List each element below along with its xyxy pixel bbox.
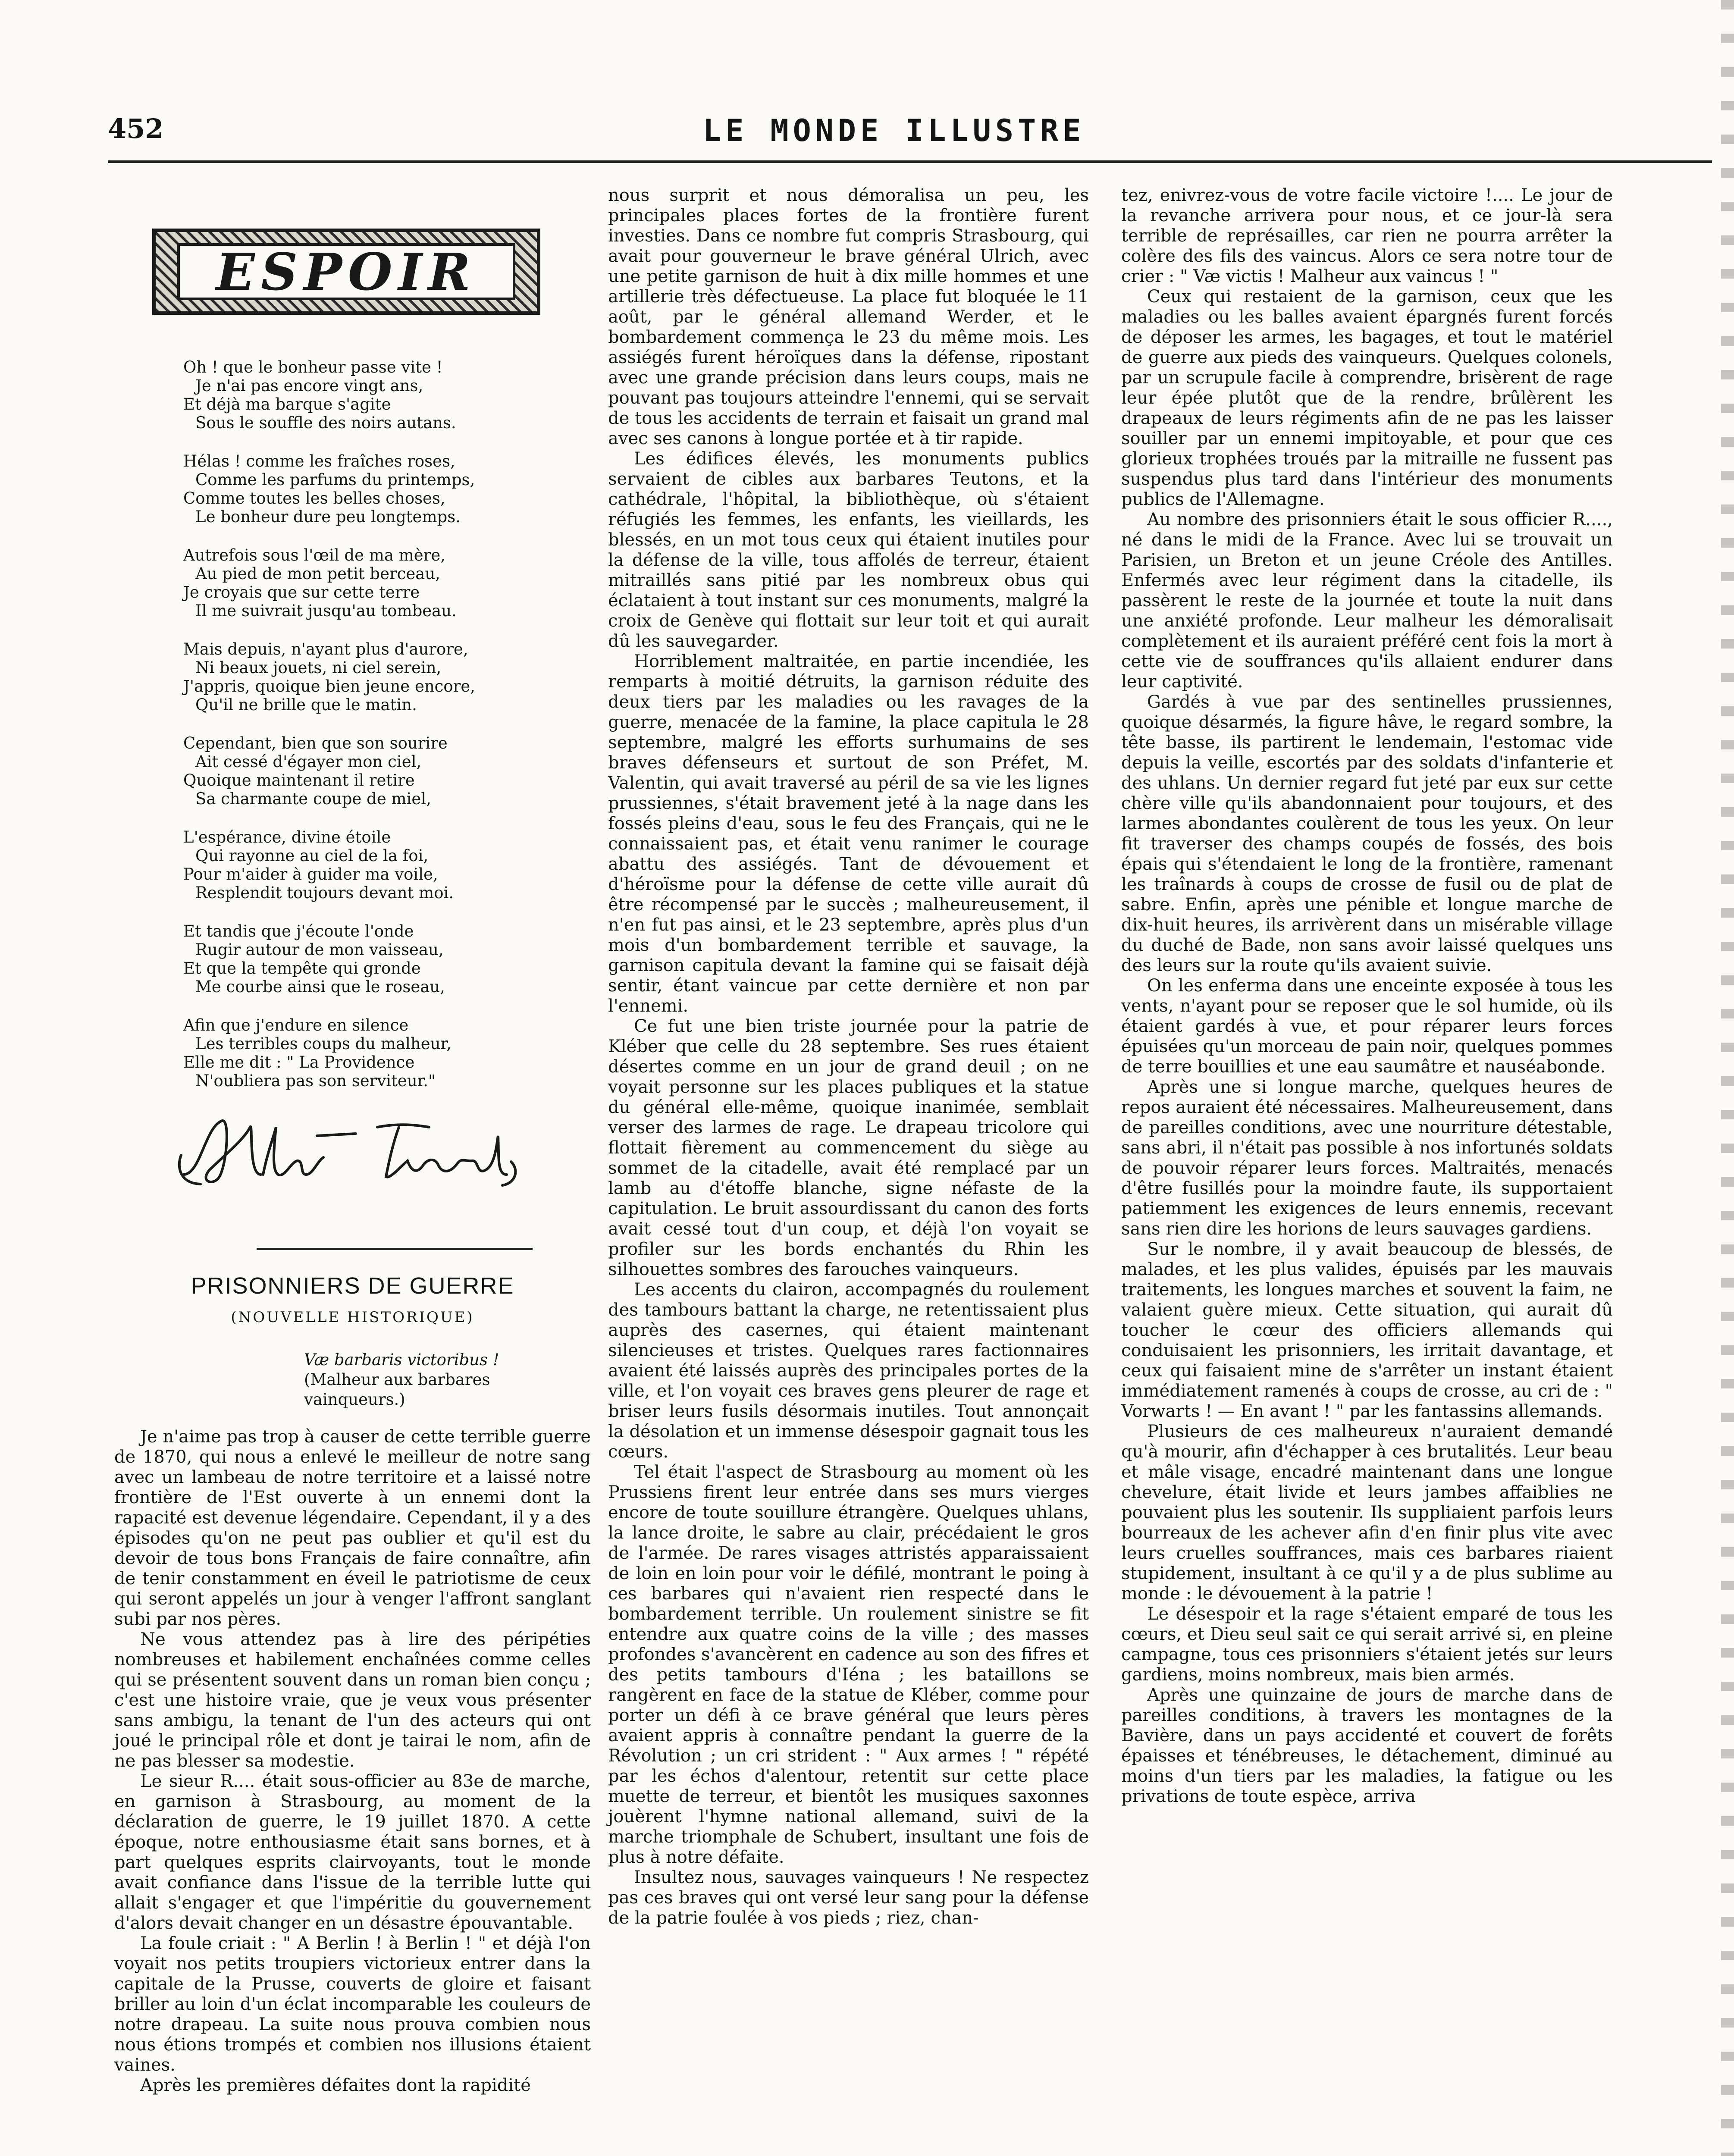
poem-verse: Comme toutes les belles choses, bbox=[183, 489, 445, 508]
poem-verse: Pour m'aider à guider ma voile, bbox=[183, 865, 438, 884]
poem-title: ESPOIR bbox=[216, 241, 477, 302]
poem-verse: Mais depuis, n'ayant plus d'aurore, bbox=[183, 640, 468, 658]
poem-verse: Qui rayonne au ciel de la foi, bbox=[195, 846, 429, 865]
story-column-2 bbox=[608, 185, 1089, 1928]
story-paragraph: Après les premières défaites dont la rapidité bbox=[140, 2075, 531, 2095]
poem-verse: Cependant, bien que son sourire bbox=[183, 734, 448, 752]
poem-signature bbox=[175, 1110, 528, 1188]
story-paragraph: Je n'aime pas trop à causer de cette terrible guerre de 1870, qui nous a enlevé le meilleur de notre sang avec un lambeau de notre territoire et a laissé notre frontière de l'Est ouverte à un ennemi dont la rapacité est devenue légendaire. Cependant, il y a des épisodes qu'on ne peut pas oublier et qu'il est du devoir de tous bons Français de faire connaître, afin de tenir constamment en éveil le patriotisme de ceux qui seront appelés un jour à venger l'affront sanglant subi par nos pères. bbox=[114, 1427, 591, 1629]
column-middle bbox=[608, 185, 1089, 1928]
poem-verse: Et que la tempête qui gronde bbox=[183, 959, 421, 978]
poem-verse: Quoique maintenant il retire bbox=[183, 771, 415, 790]
poem-verse: Ait cessé d'égayer mon ciel, bbox=[195, 752, 422, 771]
poem-verse: J'appris, quoique bien jeune encore, bbox=[183, 677, 476, 696]
story-paragraph: Au nombre des prisonniers était le sous officier R...., né dans le midi de la France. Avec lui se trouvait un Parisien, un Breton et un jeune Créole des Antilles. Enfermés avec leur régiment dans la citadelle, ils passèrent le reste de la journée et toute la nuit dans une anxiété profonde. Leur malheur les démoralisait complètement et ils auraient préféré cent fois la mort à cette vie de souffrances qu'ils allaient endurer dans leur captivité. bbox=[1121, 510, 1613, 692]
story-paragraph: Après une quinzaine de jours de marche dans de pareilles conditions, à travers les montagnes de la Bavière, dans un pays accidenté et couvert de forêts épaisses et ténébreuses, le détachement, diminué au moins d'un tiers par les maladies, la fatigue ou les privations de toute espèce, arriva bbox=[1121, 1685, 1613, 1806]
page-edge-marks bbox=[1721, 0, 1734, 2156]
poem-verse: Au pied de mon petit berceau, bbox=[195, 564, 440, 583]
epigraph-latin: Væ barbaris victoribus ! bbox=[304, 1351, 499, 1369]
header-rule bbox=[108, 160, 1712, 163]
poem-verse: Oh ! que le bonheur passe vite ! bbox=[183, 358, 443, 376]
poem-verse: Hélas ! comme les fraîches roses, bbox=[183, 452, 455, 470]
story-paragraph: On les enferma dans une enceinte exposée à tous les vents, n'ayant pour se reposer que le sol humide, où ils étaient gardés à vue, et pour réparer leurs forces épuisées qu'un morceau de pain noir, quelques pommes de terre bouillies et une eau saumâtre et nauséabonde. bbox=[1121, 976, 1613, 1077]
column-left bbox=[114, 185, 591, 2096]
story-paragraph: Le désespoir et la rage s'étaient emparé de tous les cœurs, et Dieu seul sait ce qui serait arrivé si, en pleine campagne, tous ces prisonniers s'étaient jetés sur leurs gardiens, moins nombreux, mais bien armés. bbox=[1121, 1604, 1613, 1685]
epigraph-french: (Malheur aux barbares vainqueurs.) bbox=[304, 1370, 490, 1409]
journal-title: LE MONDE ILLUSTRE bbox=[703, 113, 1085, 148]
story-paragraph: Horriblement maltraitée, en partie incendiée, les remparts à moitié détruits, la garnison réduite des deux tiers par les maladies ou les ravages de la guerre, menacée de la famine, la place capitula le 28 septembre, malgré les efforts surhumains de ses braves défenseurs et surtout de son Préfet, M. Valentin, qui avait traversé au péril de sa vie les lignes prussiennes, s'était bravement jeté à la nage dans les fossés pleins d'eau, sous le feu des Français, qui ne le connaissaient pas, et était venu ranimer le courage abattu des assiégés. Tant de dévouement et d'héroïsme pour la défense de cette ville aurait dû être récompensé par le succès ; malheureusement, il n'en fut pas ainsi, et le 23 septembre, après plus d'un mois d'un bombardement terrible et sauvage, la garnison capitula devant la famine qui se faisait déjà sentir, étant vaincue par cette dernière et non par l'ennemi. bbox=[608, 652, 1089, 1016]
poem-stanza bbox=[183, 452, 591, 526]
poem-stanza bbox=[183, 546, 591, 620]
poem-verse: Et tandis que j'écoute l'onde bbox=[183, 922, 414, 940]
poem-title-frame bbox=[177, 243, 515, 300]
poem-verse: Et déjà ma barque s'agite bbox=[183, 395, 391, 414]
story-paragraph: Plusieurs de ces malheureux n'auraient demandé qu'à mourir, afin d'échapper à ces brutalités. Leur beau et mâle visage, encadré maintenant dans une longue chevelure, était livide et leurs jambes affaiblies ne pouvaient plus les soutenir. Ils suppliaient parfois leurs bourreaux de les achever afin d'en finir plus vite avec leurs cruelles souffrances, mais ces barbares riaient stupidement, insultant à ce qu'il y a de plus sublime au monde : le dévouement à la patrie ! bbox=[1121, 1422, 1613, 1604]
poem-verse: Les terribles coups du malheur, bbox=[195, 1034, 452, 1053]
poem-verse: Autrefois sous l'œil de ma mère, bbox=[183, 546, 445, 564]
poem-verse: Rugir autour de mon vaisseau, bbox=[195, 940, 444, 959]
page-number: 452 bbox=[108, 113, 164, 144]
story-paragraph: Insultez nous, sauvages vainqueurs ! Ne respectez pas ces braves qui ont versé leur sang pour la défense de la patrie foulée à vos pieds ; riez, chan- bbox=[608, 1868, 1089, 1928]
story-paragraph: nous surprit et nous démoralisa un peu, les principales places fortes de la frontière furent investies. Dans ce nombre fut compris Strasbourg, qui avait pour gouverneur le brave général Ulrich, avec une petite garnison de huit à dix mille hommes et une artillerie très défectueuse. La place fut bloquée le 11 août, par le général allemand Werder, et le bombardement commença le 23 du même mois. Les assiégés furent héroïques dans la défense, ripostant avec une grande précision dans leurs coups, mais ne pouvant pas toujours atteindre l'ennemi, qui se servait de tous les accidents de terrain et faisait un grand mal avec ses canons à longue portée et à tir rapide. bbox=[608, 185, 1089, 448]
poem-stanza bbox=[183, 358, 591, 432]
poem-verse: Me courbe ainsi que le roseau, bbox=[195, 978, 445, 996]
story-paragraph: Les édifices élevés, les monuments publics servaient de cibles aux barbares Teutons, et la cathédrale, l'hôpital, la bibliothèque, où s'étaient réfugiés les femmes, les enfants, les vieillards, les blessés, en un mot tous ceux qui étaient inutiles pour la défense de la ville, tous affolés de terreur, étaient mitraillés sans pitié par les nombreux obus qui éclataient à tout instant sur ces monuments, malgré la croix de Genève qui flottait sur leur toit et qui aurait dû les sauvegarder. bbox=[608, 449, 1089, 651]
poem-verse: Afin que j'endure en silence bbox=[183, 1016, 409, 1034]
story-paragraph: Sur le nombre, il y avait beaucoup de blessés, de malades, et les plus valides, épuisés par les mauvais traitements, les longues marches et souvent la faim, ne valaient guère mieux. Cette situation, qui aurait dû toucher le cœur des officiers allemands qui conduisaient les prisonniers, les irritait davantage, et ceux qui faisaient mine de s'arrêter un instant étaient immédiatement ramenés à coups de crosse, au cri de : " Vorwarts ! — En avant ! " par les fantassins allemands. bbox=[1121, 1239, 1613, 1421]
story-paragraph: tez, enivrez-vous de votre facile victoire !.... Le jour de la revanche arrivera pour nous, et ce jour-là sera terrible de représailles, car rien ne pourra arrêter la colère des fils des vaincus. Alors ce sera notre tour de crier : " Væ victis ! Malheur aux vaincus ! " bbox=[1121, 185, 1613, 286]
poem-stanza bbox=[183, 922, 591, 996]
story-paragraph: Ce fut une bien triste journée pour la patrie de Kléber que celle du 28 septembre. Ses rues étaient désertes comme en un jour de grand deuil ; on ne voyait personne sur les places publiques et la statue du général elle-même, quoique inanimée, semblait verser des larmes de rage. Le drapeau tricolore qui flottait fièrement au commencement du siège au sommet de la citadelle, avait été remplacé par un lamb au d'étoffe blanche, signe néfaste de la capitulation. Le bruit assourdissant du canon des forts avait cessé tout d'un coup, et déjà l'on voyait se profiler sur les bords enchantés du Rhin les silhouettes sombres des farouches vainqueurs. bbox=[608, 1016, 1089, 1279]
poem-verse: Ni beaux jouets, ni ciel serein, bbox=[195, 658, 442, 677]
story-epigraph bbox=[304, 1350, 591, 1410]
story-subtitle: (NOUVELLE HISTORIQUE) bbox=[231, 1309, 474, 1326]
story-column-3 bbox=[1121, 185, 1613, 1807]
page-header bbox=[108, 108, 1734, 160]
story-paragraph: Après une si longue marche, quelques heures de repos auraient été nécessaires. Malheureusement, dans de pareilles conditions, avec une nourriture détestable, sans abri, il n'était pas possible à nos infortunés soldats de pouvoir réparer leurs forces. Maltraités, menacés d'être fusillés pour la moindre faute, ils supportaient patiemment les exigences de leurs ennemis, recevant sans rien dire les horions de leurs sauvages gardiens. bbox=[1121, 1077, 1613, 1239]
story-paragraph: Ne vous attendez pas à lire des péripéties nombreuses et habilement enchaînées comme celles qui se présentent souvent dans un roman bien conçu ; c'est une histoire vraie, que je veux vous présenter sans ambigu, la tenant de l'un des acteurs qui ont joué le principal rôle et dont je tairai le nom, afin de ne pas blesser sa modestie. bbox=[114, 1630, 591, 1771]
poem-verse: Sous le souffle des noirs autans. bbox=[195, 414, 456, 432]
poem-stanza bbox=[183, 640, 591, 714]
poem-verse: Elle me dit : " La Providence bbox=[183, 1053, 415, 1072]
poem-verse: L'espérance, divine étoile bbox=[183, 828, 391, 846]
story-paragraph: Gardés à vue par des sentinelles prussiennes, quoique désarmés, la figure hâve, le regard sombre, la tête basse, ils partirent le lendemain, l'estomac vide depuis la veille, escortés par des soldats d'infanterie et des uhlans. Un dernier regard fut jeté par eux sur cette chère ville qu'ils abandonnaient pour toujours, et des larmes abondantes coulèrent de tous les yeux. On leur fit traverser des champs coupés de fossés, des bois épais qui s'étendaient le long de la frontière, ramenant les traînards à coups de crosse de fusil ou de plat de sabre. Enfin, après une pénible et longue marche de dix-huit heures, ils arrivèrent dans un misérable village du duché de Bade, non sans avoir laissé quelques uns des leurs sur la route qu'ils avaient suivie. bbox=[1121, 692, 1613, 975]
poem-verse: Qu'il ne brille que le matin. bbox=[195, 696, 417, 714]
poem bbox=[183, 358, 591, 1090]
poem-verse: N'oubliera pas son serviteur." bbox=[195, 1072, 436, 1090]
poem-verse: Je n'ai pas encore vingt ans, bbox=[195, 376, 423, 395]
story-paragraph: Le sieur R.... était sous-officier au 83e de marche, en garnison à Strasbourg, au moment de la déclaration de guerre, le 19 juillet 1870. A cette époque, notre enthousiasme était sans bornes, et à part quelques esprits clairvoyants, tout le monde avait confiance dans l'issue de la terrible lutte qui allait s'engager et que l'impéritie du gouvernement d'alors devait changer en un désastre épouvantable. bbox=[114, 1771, 591, 1933]
story-title: PRISONNIERS DE GUERRE bbox=[191, 1273, 514, 1299]
poem-verse: Je croyais que sur cette terre bbox=[183, 583, 420, 602]
poem-stanza bbox=[183, 734, 591, 808]
poem-stanza bbox=[183, 828, 591, 902]
poem-stanza bbox=[183, 1016, 591, 1090]
story-paragraph: Les accents du clairon, accompagnés du roulement des tambours battant la charge, ne retentissaient plus auprès des casernes, qui étaient maintenant silencieuses et tristes. Quelques rares factionnaires avaient été laissés auprès des principales portes de la ville, et l'on voyait ces braves gens pleurer de rage et briser leurs fusils désormais inutiles. Tout annonçait la désolation et un immense désespoir gagnait tous les cœurs. bbox=[608, 1280, 1089, 1462]
signature-image bbox=[175, 1110, 528, 1188]
poem-verse: Sa charmante coupe de miel, bbox=[195, 790, 431, 808]
story-column-1 bbox=[114, 1427, 591, 2096]
section-divider bbox=[257, 1248, 533, 1250]
poem-title-ornament bbox=[152, 229, 540, 315]
poem-verse: Comme les parfums du printemps, bbox=[195, 470, 475, 489]
poem-verse: Le bonheur dure peu longtemps. bbox=[195, 508, 461, 526]
story-paragraph: Ceux qui restaient de la garnison, ceux que les maladies ou les balles avaient épargnés furent forcés de déposer les armes, les bagages, et tout le matériel de guerre aux pieds des vainqueurs. Quelques colonels, par un scrupule facile à comprendre, brisèrent de rage leur épée plutôt que de la rendre, brûlèrent les drapeaux de leurs régiments afin de ne pas les laisser souiller par un ennemi impitoyable, et pour que ces glorieux trophées troués par la mitraille ne fussent pas suspendus plus tard dans l'intérieur des monuments publics de l'Allemagne. bbox=[1121, 287, 1613, 509]
column-right bbox=[1121, 185, 1613, 1807]
story-paragraph: La foule criait : " A Berlin ! à Berlin ! " et déjà l'on voyait nos petits troupiers victorieux entrer dans la capitale de la Prusse, couverts de gloire et faisant briller au loin d'un éclat incomparable les couleurs de notre drapeau. La suite nous prouva combien nous nous étions trompés et combien nos illusions étaient vaines. bbox=[114, 1934, 591, 2075]
poem-verse: Il me suivrait jusqu'au tombeau. bbox=[195, 602, 457, 620]
poem-verse: Resplendit toujours devant moi. bbox=[195, 884, 454, 902]
story-paragraph: Tel était l'aspect de Strasbourg au moment où les Prussiens firent leur entrée dans ses murs vierges encore de toute souillure étrangère. Quelques uhlans, la lance droite, le sabre au clair, précédaient le gros de l'armée. De rares visages attristés apparaissaient de loin en loin pour voir le défilé, montrant le poing à ces barbares qui n'avaient rien respecté dans le bombardement terrible. Un roulement sinistre se fit entendre aux quatre coins de la ville ; des masses profondes s'avancèrent en cadence au son des fifres et des petits tambours d'Iéna ; les bataillons se rangèrent en face de la statue de Kléber, comme pour porter un défi à ce brave général que leurs pères avaient appris à connaître pendant la guerre de la Révolution ; un cri strident : " Aux armes ! " répété par les échos d'alentour, retentit sur cette place muette de terreur, et bientôt les musiques saxonnes jouèrent l'hymne national allemand, suivi de la marche triomphale de Schubert, insultant une fois de plus à notre défaite. bbox=[608, 1462, 1089, 1867]
